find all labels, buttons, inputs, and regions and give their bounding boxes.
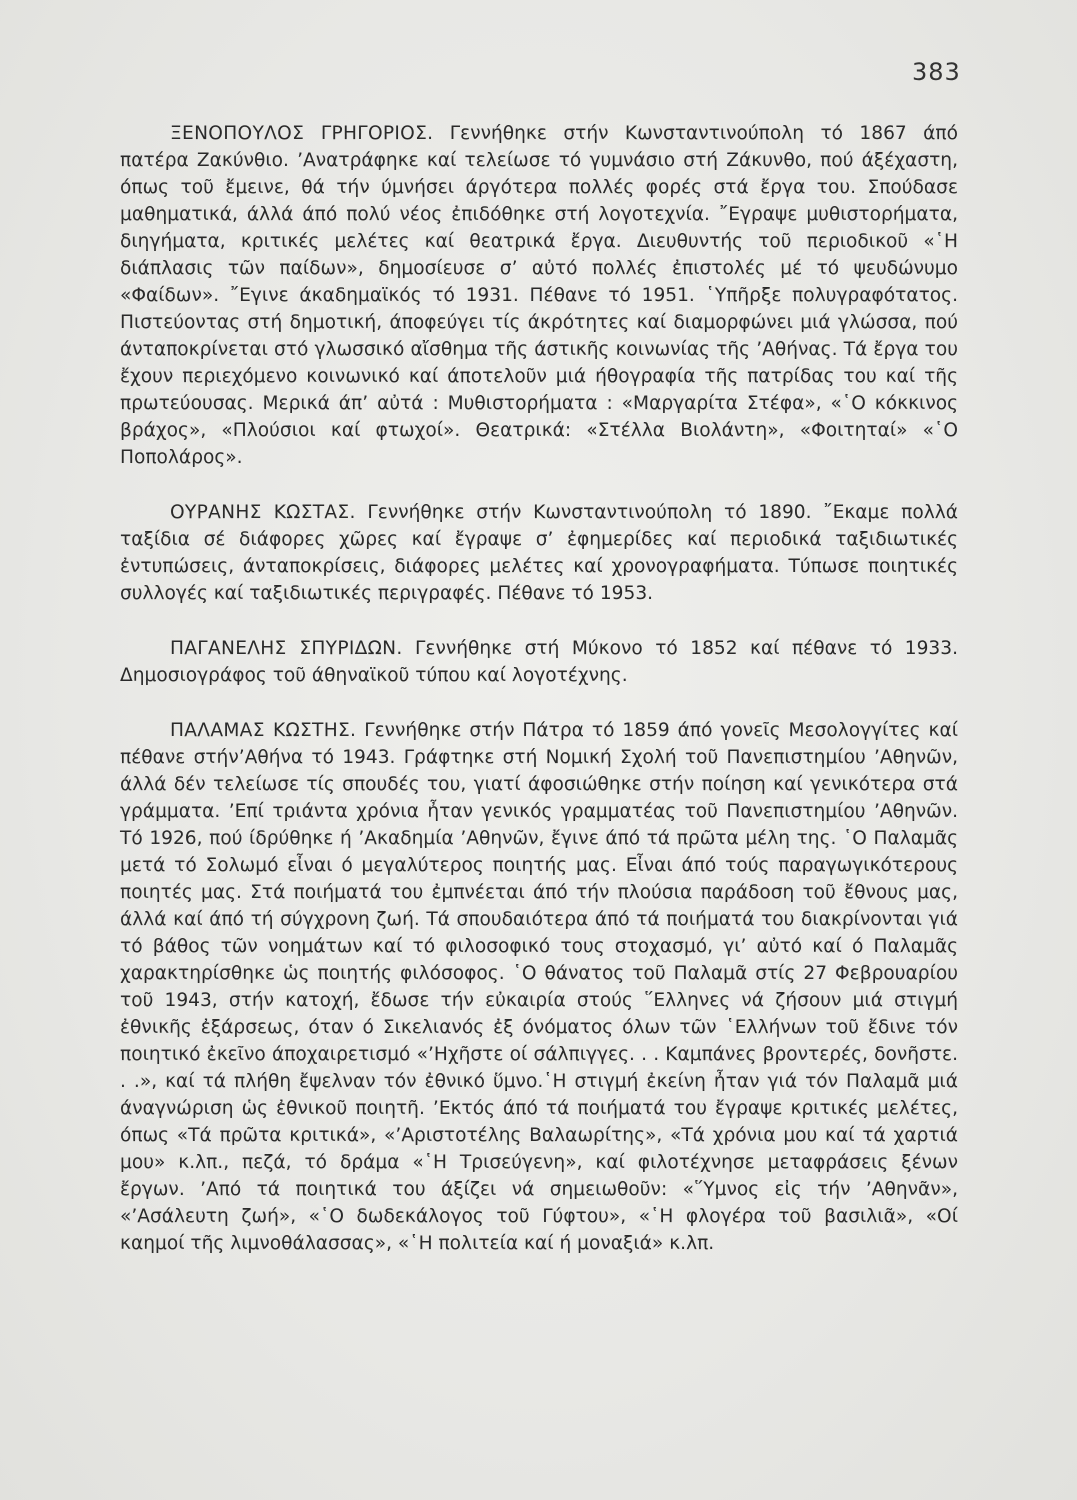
entry-text: Γεννήθηκε στήν Κωνσταντινούπολη τό 1890. ῎Εκαμε πολλά ταξίδια σέ διάφορες χῶρες καί ἔγραψε σ’ ἐφημερίδες καί περιοδικά ταξιδιωτικές ἐντυπώσεις, άνταποκρίσεις, διάφορες μελέτες καί χρονογραφήματα. Τύπωσε ποιητικές συλλογές καί ταξιδιωτικές περιγραφές. Πέθανε τό 1953.	[120, 502, 958, 604]
entry-name: ΞΕΝΟΠΟΥΛΟΣ ΓΡΗΓΟΡΙΟΣ.	[170, 123, 434, 144]
page-content	[120, 120, 958, 1257]
page-number: 383	[912, 58, 961, 86]
entry-name: ΠΑΛΑΜΑΣ ΚΩΣΤΗΣ.	[170, 720, 357, 741]
entry-name: ΟΥΡΑΝΗΣ ΚΩΣΤΑΣ.	[170, 502, 356, 523]
biography-entry	[120, 635, 958, 689]
biography-entry	[120, 120, 958, 471]
entry-text: Γεννήθηκε στήν Πάτρα τό 1859 άπό γονεῖς Μεσολογγίτες καί πέθανε στήν’Αθήνα τό 1943. Γράφτηκε στή Νομική Σχολή τοῦ Πανεπιστημίου ’Αθηνῶν, άλλά δέν τελείωσε τίς σπουδές του, γιατί άφοσιώθηκε στήν ποίηση καί γενικότερα στά γράμματα. ’Επί τριάντα χρόνια ἦταν γενικός γραμματέας τοῦ Πανεπιστημίου ’Αθηνῶν. Τό 1926, πού ίδρύθηκε ή ’Ακαδημία ’Αθηνῶν, ἔγινε άπό τά πρῶτα μέλη της. ῾Ο Παλαμᾶς μετά τό Σολωμό εἶναι ό μεγαλύτερος ποιητής μας. Εἶναι άπό τούς παραγωγικότερους ποιητές μας. Στά ποιήματά του ἐμπνέεται άπό τήν πλούσια παράδοση τοῦ ἔθνους μας, άλλά καί άπό τή σύγχρονη ζωή. Τά σπουδαιότερα άπό τά ποιήματά του διακρίνονται γιά τό βάθος τῶν νοημάτων καί τό φιλοσοφικό τους στοχασμό, γι’ αὐτό καί ό Παλαμᾶς χαρακτηρίσθηκε ὡς ποιητής φιλόσοφος. ῾Ο θάνατος τοῦ Παλαμᾶ στίς 27 Φεβρουαρίου τοῦ 1943, στήν κατοχή, ἔδωσε τήν εὐκαιρία στούς ῞Ελληνες νά ζήσουν μιά στιγμή ἐθνικῆς ἐξάρσεως, όταν ό Σικελιανός ἐξ όνόματος όλων τῶν ῾Ελλήνων τοῦ ἔδινε τόν ποιητικό ἐκεῖνο άποχαιρετισμό «’Ηχῆστε οί σάλπιγγες. . . Καμπάνες βροντερές, δονῆστε. . .», καί τά πλήθη ἔψελναν τόν ἐθνικό ὕμνο.῾Η στιγμή ἐκείνη ἦταν γιά τόν Παλαμᾶ μιά άναγνώριση ὡς ἐθνικοῦ ποιητῆ. ’Εκτός άπό τά ποιήματά του ἔγραψε κριτικές μελέτες, όπως «Τά πρῶτα κριτικά», «’Αριστοτέλης Βαλαωρίτης», «Τά χρόνια μου καί τά χαρτιά μου» κ.λπ., πεζά, τό δράμα «῾Η Τρισεύγενη», καί φιλοτέχνησε μεταφράσεις ξένων ἔργων. ’Από τά ποιητικά του άξίζει νά σημειωθοῦν: «῞Υμνος εἰς τήν ’Αθηνᾶν», «’Ασάλευτη ζωή», «῾Ο δωδεκάλογος τοῦ Γύφτου», «῾Η φλογέρα τοῦ βασιλιᾶ», «Οί καημοί τῆς λιμνοθάλασσας», «῾Η πολιτεία καί ή μοναξιά» κ.λπ.	[120, 720, 958, 1254]
biography-entry	[120, 717, 958, 1257]
entry-text: Γεννήθηκε στήν Κωνσταντινούπολη τό 1867 άπό πατέρα Ζακύνθιο. ’Ανατράφηκε καί τελείωσε τό γυμνάσιο στή Ζάκυνθο, πού άξέχαστη, όπως τοῦ ἔμεινε, θά τήν ύμνήσει άργότερα πολλές φορές στά ἔργα του. Σπούδασε μαθηματικά, άλλά άπό πολύ νέος ἐπιδόθηκε στή λογοτεχνία. ῎Εγραψε μυθιστορήματα, διηγήματα, κριτικές μελέτες καί θεατρικά ἔργα. Διευθυντής τοῦ περιοδικοῦ «῾Η διάπλασις τῶν παίδων», δημοσίευσε σ’ αὐτό πολλές ἐπιστολές μέ τό ψευδώνυμο «Φαίδων». ῎Εγινε άκαδημαϊκός τό 1931. Πέθανε τό 1951. ῾Υπῆρξε πολυγραφότατος. Πιστεύοντας στή δημοτική, άποφεύγει τίς άκρότητες καί διαμορφώνει μιά γλώσσα, πού άνταποκρίνεται στό γλωσσικό αἴσθημα τῆς άστικῆς κοινωνίας τῆς ’Αθήνας. Τά ἔργα του ἔχουν περιεχόμενο κοινωνικό καί άποτελοῦν μιά ήθογραφία τῆς πατρίδας του καί τῆς πρωτεύουσας. Μερικά άπ’ αὐτά : Μυθιστορήματα : «Μαργαρίτα Στέφα», «῾Ο κόκκινος βράχος», «Πλούσιοι καί φτωχοί». Θεατρικά: «Στέλλα Βιολάντη», «Φοιτηταί» «῾Ο Ποπολάρος».	[120, 123, 958, 468]
entry-text: Γεννήθηκε στή Μύκονο τό 1852 καί πέθανε τό 1933. Δημοσιογράφος τοῦ άθηναϊκοῦ τύπου καί λογοτέχνης.	[120, 638, 959, 686]
entry-name: ΠΑΓΑΝΕΛΗΣ ΣΠΥΡΙΔΩΝ.	[170, 638, 403, 659]
biography-entry	[120, 499, 958, 607]
